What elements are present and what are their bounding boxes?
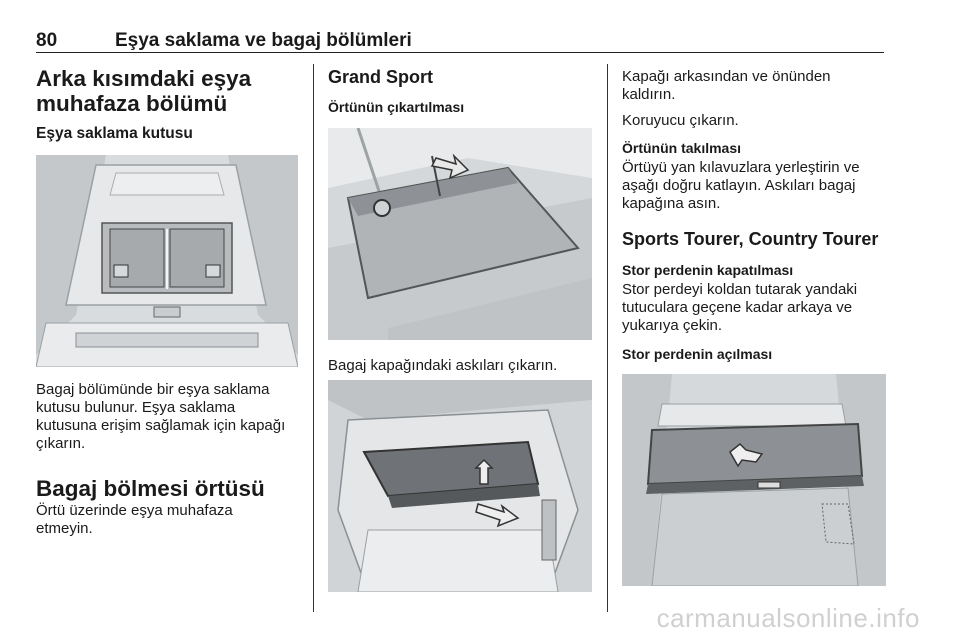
section-title-line2: muhafaza bölümü	[36, 91, 228, 116]
cover-install-title: Örtünün takılması	[622, 140, 742, 156]
cover-removal-caption: Bagaj kapağındaki askıları çıkarın.	[328, 357, 558, 374]
col3-para2: Koruyucu çıkarın.	[622, 112, 739, 129]
blind-open-title: Stor perdenin açılması	[622, 346, 773, 362]
watermark: carmanualsonline.info	[656, 603, 920, 633]
para1-line2: kutusu bulunur. Eşya saklama	[36, 399, 236, 416]
col3-para1-line1: Kapağı arkasından ve önünden	[622, 68, 831, 85]
column-divider-2	[607, 64, 608, 612]
sports-tourer-title: Sports Tourer, Country Tourer	[622, 229, 879, 249]
roller-blind-illustration	[622, 374, 886, 586]
chapter-title: Eşya saklama ve bagaj bölümleri	[115, 30, 412, 51]
blind-close-title: Stor perdenin kapatılması	[622, 262, 794, 278]
cover-removal-illustration	[328, 128, 592, 340]
subsection-title: Eşya saklama kutusu	[36, 125, 193, 142]
page-number: 80	[36, 30, 58, 51]
blind-close-line2: tutuculara geçene kadar arkaya ve	[622, 299, 853, 316]
cover-removal-title: Örtünün çıkartılması	[328, 99, 465, 115]
para2-line1: Örtü üzerinde eşya muhafaza	[36, 502, 233, 519]
para1-line4: çıkarın.	[36, 435, 86, 452]
para1-line3: kutusuna erişim sağlamak için kapağı	[36, 417, 286, 434]
cover-install-line3: kapağına asın.	[622, 195, 721, 212]
grand-sport-title: Grand Sport	[328, 67, 434, 87]
cover-install-line1: Örtüyü yan kılavuzlara yerleştirin ve	[622, 159, 860, 176]
section2-title: Bagaj bölmesi örtüsü	[36, 476, 265, 501]
cover-install-line2: aşağı doğru katlayın. Askıları bagaj	[622, 177, 856, 194]
para2-line2: etmeyin.	[36, 520, 93, 537]
section-title-line1: Arka kısımdaki eşya	[36, 66, 252, 91]
column-divider-1	[313, 64, 314, 612]
storage-box-illustration	[36, 155, 298, 367]
page-header	[36, 30, 884, 53]
blind-close-line3: yukarıya çekin.	[622, 317, 723, 334]
tailgate-cover-illustration	[328, 380, 592, 592]
blind-close-line1: Stor perdeyi koldan tutarak yandaki	[622, 281, 858, 298]
para1-line1: Bagaj bölümünde bir eşya saklama	[36, 381, 270, 398]
col3-para1-line2: kaldırın.	[622, 86, 676, 103]
